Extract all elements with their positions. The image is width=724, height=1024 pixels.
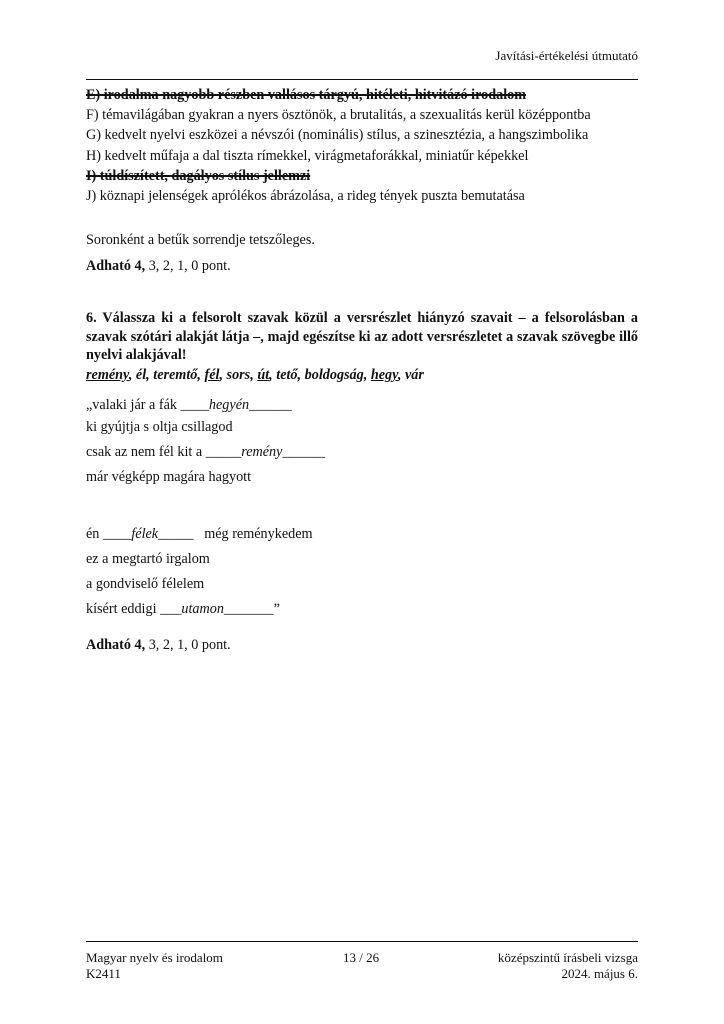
option-f: F) témavilágában gyakran a nyers ösztönök, a brutalitás, a szexualitás kerül középpontba: [86, 107, 591, 123]
poem-line-7: a gondviselő félelem: [86, 576, 205, 592]
answer-hegyen: hegyén: [208, 397, 250, 413]
page-number: 13 / 26: [343, 950, 380, 965]
word-text: út: [257, 367, 270, 383]
score-line-2: [86, 637, 231, 654]
word-sep: ,: [250, 367, 258, 383]
word-sep: ,: [128, 367, 136, 383]
word-text: boldogság: [304, 367, 364, 383]
word-sep: ,: [219, 367, 227, 383]
option-e: E) irodalma nagyobb részben vallásos tárgyú, hitéleti, hitvitázó irodalom: [86, 87, 527, 103]
score-line-1: [86, 258, 231, 275]
poem-line-1: [86, 397, 292, 414]
score-rest: 3, 2, 1, 0 pont.: [145, 637, 231, 653]
footer-left: [86, 950, 223, 982]
word-text: tető: [276, 367, 298, 383]
word-5: [227, 367, 258, 383]
poem-text: „valaki jár a fák ____: [86, 397, 209, 413]
word-8: [305, 367, 371, 383]
poem-line-2: ki gyújtja s oltja csillagod: [86, 419, 233, 435]
score-bold: Adható 4,: [86, 258, 146, 274]
poem-line-5: [86, 526, 313, 543]
footer-subject: Magyar nyelv és irodalom: [86, 950, 223, 965]
blank-line: ______: [249, 397, 292, 413]
word-text: teremtő: [153, 367, 198, 383]
task-6-text: 6. Válassza ki a felsorolt szavak közül a versrészlet hiányzó szavait – a felsorolásban a szavak szótári alakját látja –, majd egészítse ki az adott versrészletet a szavak szövegbe illő nyelvi alakjával!: [86, 310, 638, 363]
word-9: [371, 367, 405, 383]
order-note: Soronként a betűk sorrendje tetszőleges.: [86, 232, 315, 248]
footer-right: [498, 950, 638, 982]
footer-level: középszintű írásbeli vizsga: [497, 950, 638, 965]
word-text: remény: [86, 367, 129, 383]
blank-line: _______”: [223, 601, 280, 617]
word-text: él: [135, 367, 147, 383]
answer-utamon: utamon: [181, 601, 224, 617]
poem-text: kísért eddigi ___: [86, 601, 182, 617]
option-h: H) kedvelt műfaja a dal tiszta rímekkel, virágmetaforákkal, miniatűr képekkel: [86, 148, 529, 164]
poem-text: én ____: [86, 526, 132, 542]
word-4: [204, 367, 226, 383]
header-title: Javítási-értékelési útmutató: [495, 48, 638, 63]
poem-text: csak az nem fél kit a _____: [86, 444, 242, 460]
option-g: G) kedvelt nyelvi eszközei a névszói (nominális) stílus, a szinesztézia, a hangszimbolika: [86, 127, 589, 143]
word-sep: ,: [363, 367, 371, 383]
poem-line-8: [86, 601, 280, 618]
word-6: [257, 367, 276, 383]
option-i: I) túldíszített, dagályos stílus jellemzi: [86, 168, 311, 184]
word-sep: ,: [146, 367, 154, 383]
poem-line-4: már végképp magára hagyott: [86, 469, 252, 485]
score-bold: Adható 4,: [86, 637, 146, 653]
word-10: [405, 367, 424, 383]
word-text: fél: [204, 367, 220, 383]
word-7: [276, 367, 304, 383]
word-3: [153, 367, 204, 383]
word-text: vár: [405, 367, 424, 383]
word-2: [136, 367, 153, 383]
word-list: [86, 367, 424, 384]
word-text: sors: [226, 367, 251, 383]
word-sep: ,: [297, 367, 305, 383]
footer-code: K2411: [86, 966, 121, 981]
word-sep: ,: [269, 367, 277, 383]
footer-rule: [86, 941, 638, 942]
word-sep: ,: [397, 367, 405, 383]
answer-remeny: remény: [241, 444, 283, 460]
blank-line: _____ még reménykedem: [158, 526, 313, 542]
poem-line-6: ez a megtartó irgalom: [86, 551, 210, 567]
option-j: J) köznapi jelenségek aprólékos ábrázolása, a rideg tények puszta bemutatása: [86, 188, 525, 204]
header-rule: [86, 79, 638, 80]
word-sep: ,: [197, 367, 205, 383]
footer-date: 2024. május 6.: [561, 966, 638, 981]
poem-line-3: [86, 444, 325, 461]
score-rest: 3, 2, 1, 0 pont.: [145, 258, 231, 274]
answer-felek: félek: [131, 526, 159, 542]
blank-line: ______: [282, 444, 326, 460]
word-text: hegy: [370, 367, 398, 383]
task-6-instruction: [86, 309, 638, 365]
word-1: [86, 367, 136, 383]
